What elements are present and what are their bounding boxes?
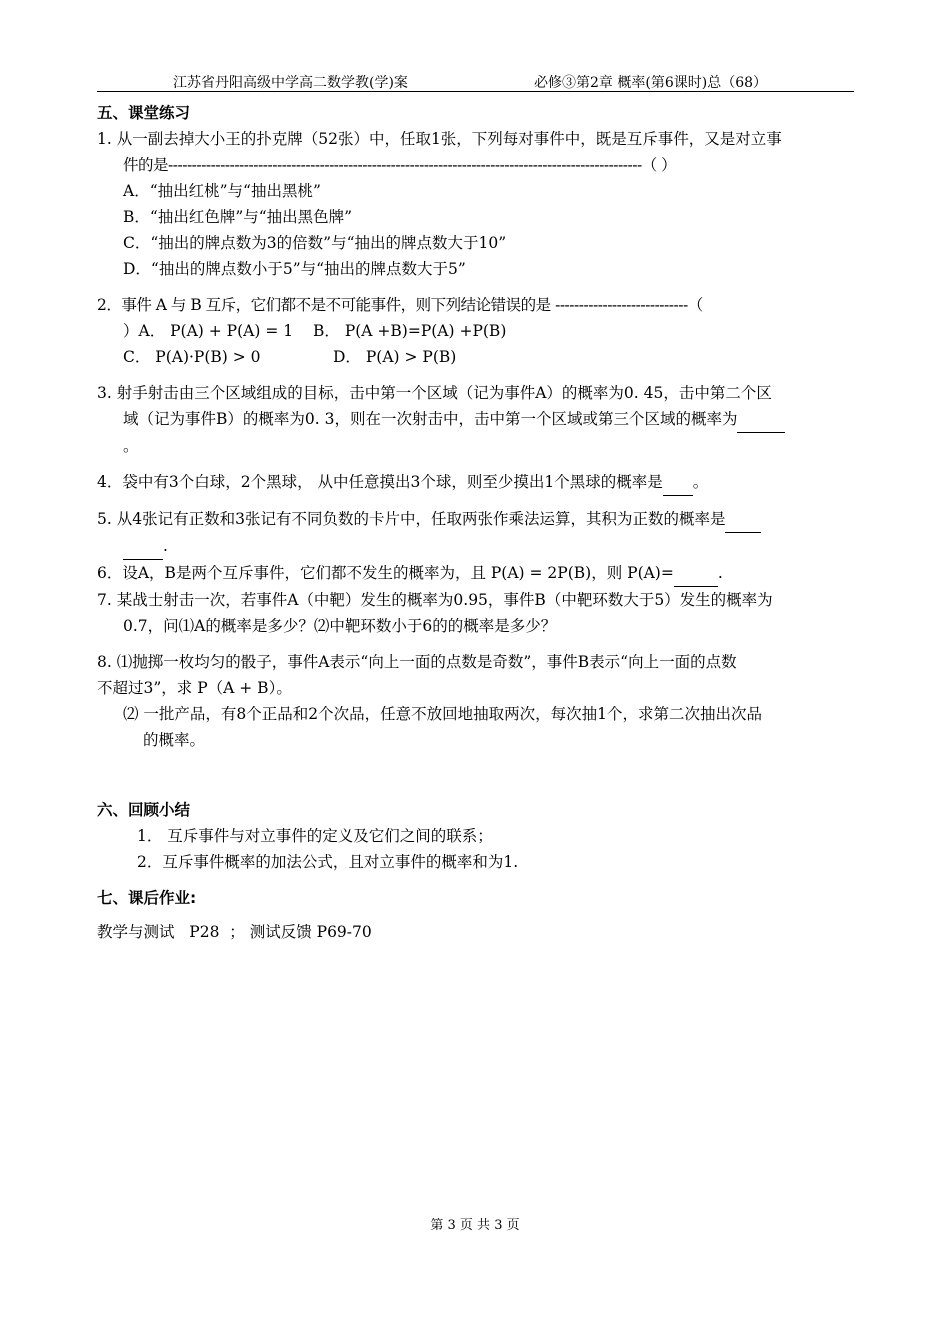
page-footer: 第 3 页 共 3 页	[430, 1218, 520, 1233]
q4-text: 4．袋中有3个白球，2个黑球， 从中任意摸出3个球，则至少摸出1个黑球的概率是 。	[97, 469, 854, 496]
q7-line2: 0.7，问⑴A的概率是多少？⑵中靶环数小于6的的概率是多少？	[123, 617, 557, 635]
q3-line3: 。	[123, 437, 139, 455]
page-header	[97, 71, 854, 92]
q1-line1: 1. 从一副去掉大小王的扑克牌（52张）中，任取1张，下列每对事件中，既是互斥事件，又是对立事	[97, 130, 782, 148]
q5-line1: 5. 从4张记有正数和3张记有不同负数的卡片中，任取两张作乘法运算，其积为正数的概率是	[97, 506, 854, 533]
main-content	[97, 100, 854, 945]
header-right: 必修③第2章 概率(第6课时)总（68）	[534, 75, 768, 91]
homework-text: 教学与测试 P28 ； 测试反馈 P69-70	[97, 923, 372, 941]
q8-line4: 的概率。	[143, 731, 206, 749]
q1-line2: 件的是----------------------------------------------------------------------------------------------------（ ）	[123, 156, 677, 174]
q5-line2: .	[97, 533, 854, 560]
q1-option-d: D．“抽出的牌点数小于5”与“抽出的牌点数大于5”	[123, 260, 466, 278]
q6-text: 6．设A，B是两个互斥事件，它们都不发生的概率为，且 P(A) = 2P(B)，则 P(A)= .	[97, 560, 854, 587]
q1-option-b: B．“抽出红色牌”与“抽出黑色牌”	[123, 208, 353, 226]
header-left: 江苏省丹阳高级中学高二数学教(学)案	[173, 75, 408, 91]
q2-option-b: B． P(A +B)=P(A) +P(B)	[313, 322, 507, 340]
q2-options-row2	[97, 344, 854, 370]
section-5-title: 五、课堂练习	[97, 104, 191, 122]
q2-option-d: D． P(A) > P(B)	[333, 348, 457, 366]
q1-option-c: C．“抽出的牌点数为3的倍数”与“抽出的牌点数大于10”	[123, 234, 507, 252]
section-7-title: 七、课后作业:	[97, 889, 197, 907]
q8-line2: 不超过3”，求 P（A + B）。	[97, 679, 292, 697]
section-6-title: 六、回顾小结	[97, 801, 191, 819]
q8-line1: 8. ⑴抛掷一枚均匀的骰子，事件A表示“向上一面的点数是奇数”，事件B表示“向上一面的点数	[97, 653, 737, 671]
q3-line2: 域（记为事件B）的概率为0. 3，则在一次射击中，击中第一个区域或第三个区域的概率为	[97, 406, 854, 433]
q8-line3: ⑵ 一批产品，有8个正品和2个次品，任意不放回地抽取两次，每次抽1个，求第二次抽出次品	[123, 705, 763, 723]
q1-option-a: A．“抽出红桃”与“抽出黑桃”	[123, 182, 321, 200]
q7-line1: 7. 某战士射击一次，若事件A（中靶）发生的概率为0.95，事件B（中靶环数大于5）发生的概率为	[97, 591, 773, 609]
q2-line1: 2．事件 A 与 B 互斥，它们都不是不可能事件，则下列结论错误的是 ----------------------------（	[97, 296, 703, 314]
summary-item-1: 1． 互斥事件与对立事件的定义及它们之间的联系；	[137, 827, 493, 845]
q2-option-c: C． P(A)·P(B) > 0	[123, 348, 261, 366]
q2-options-row1	[97, 318, 854, 344]
summary-item-2: 2．互斥事件概率的加法公式，且对立事件的概率和为1.	[137, 853, 519, 871]
q2-option-a: ）A． P(A) + P(A) = 1	[123, 322, 294, 340]
q3-line1: 3. 射手射击由三个区域组成的目标，击中第一个区域（记为事件A）的概率为0. 45，击中第二个区	[97, 384, 772, 402]
